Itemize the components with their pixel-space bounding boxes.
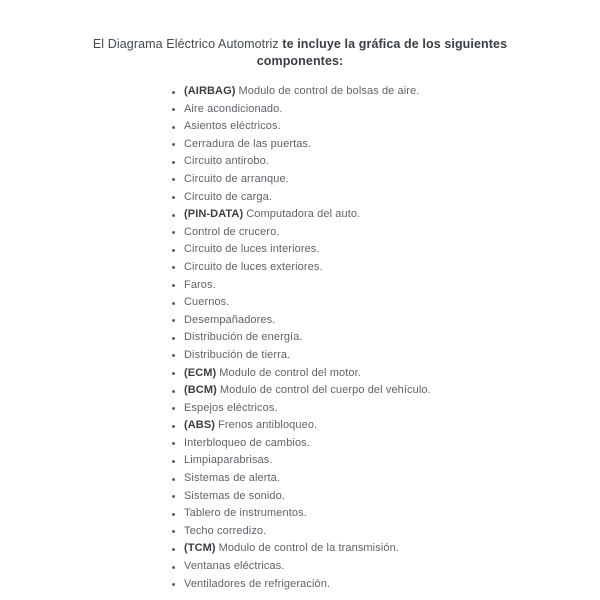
list-item: [184, 523, 600, 541]
list-item: [184, 435, 600, 453]
component-text: Ventanas eléctricas.: [184, 560, 285, 573]
title-bold-segment: te incluye la gráfica de los siguientes: [282, 37, 508, 51]
component-text: Tablero de instrumentos.: [184, 507, 307, 520]
list-item: [184, 294, 600, 312]
list-item: [184, 118, 600, 136]
list-item: [184, 417, 600, 435]
component-text: Desempañadores.: [184, 313, 276, 326]
list-item: [184, 312, 600, 330]
component-text: Circuito de luces interiores.: [184, 243, 320, 256]
component-text: Circuito de arranque.: [184, 172, 289, 185]
list-item: [184, 259, 600, 277]
component-text: Computadora del auto.: [246, 208, 361, 221]
component-text: Espejos eléctricos.: [184, 401, 278, 414]
list-item: [184, 277, 600, 295]
component-code: (ECM): [184, 366, 217, 379]
list-item: [184, 329, 600, 347]
component-text: Interbloqueo de cambios.: [184, 436, 310, 449]
component-text: Distribución de tierra.: [184, 348, 291, 361]
list-item: [184, 505, 600, 523]
component-text: Modulo de control del cuerpo del vehículo.: [219, 384, 431, 397]
component-text: Techo corredizo.: [184, 524, 267, 537]
component-text: Circuito antirobo.: [184, 155, 269, 168]
list-item: [184, 224, 600, 242]
list-item: [184, 171, 600, 189]
component-text: Asientos eléctricos.: [184, 120, 281, 133]
list-item: [184, 400, 600, 418]
component-text: Circuito de luces exteriores.: [184, 260, 323, 273]
list-item: [184, 153, 600, 171]
component-text: Modulo de control del motor.: [219, 366, 361, 379]
component-text: Frenos antibloqueo.: [218, 419, 318, 432]
component-text: Control de crucero.: [184, 225, 280, 238]
component-text: Circuito de carga.: [184, 190, 273, 203]
component-text: Modulo de control de bolsas de aire.: [238, 85, 420, 97]
component-text: Sistemas de sonido.: [184, 489, 285, 502]
component-code: (TCM): [184, 542, 216, 555]
list-item: [184, 576, 600, 594]
list-item: [184, 452, 600, 470]
page-title: [60, 36, 540, 70]
component-text: Aire acondicionado.: [184, 102, 283, 115]
component-text: Ventiladores de refrigeración.: [184, 577, 331, 590]
title-regular-segment: El Diagrama Eléctrico Automotriz: [92, 37, 279, 51]
list-item: [184, 540, 600, 558]
list-item: [184, 83, 600, 101]
component-code: (ABS): [184, 419, 216, 432]
component-text: Sistemas de alerta.: [184, 472, 281, 485]
component-code: (PIN-DATA): [184, 208, 244, 221]
title-bold-line2: componentes:: [256, 54, 344, 68]
list-item: [184, 206, 600, 224]
component-text: Faros.: [184, 278, 216, 291]
list-item: [184, 136, 600, 154]
list-item: [184, 347, 600, 365]
list-item: [184, 488, 600, 506]
components-list: [0, 83, 600, 593]
list-item: [184, 382, 600, 400]
list-item: [184, 470, 600, 488]
component-text: Distribución de energía.: [184, 331, 303, 344]
component-code: (AIRBAG): [184, 85, 236, 97]
list-item: [184, 558, 600, 576]
list-item: [184, 189, 600, 207]
component-text: Modulo de control de la transmisión.: [218, 542, 399, 555]
component-code: (BCM): [184, 384, 217, 397]
list-item: [184, 365, 600, 383]
list-item: [184, 241, 600, 259]
component-text: Cerradura de las puertas.: [184, 137, 312, 150]
list-item: [184, 101, 600, 119]
component-text: Cuernos.: [184, 296, 230, 309]
component-text: Limpiaparabrisas.: [184, 454, 273, 467]
